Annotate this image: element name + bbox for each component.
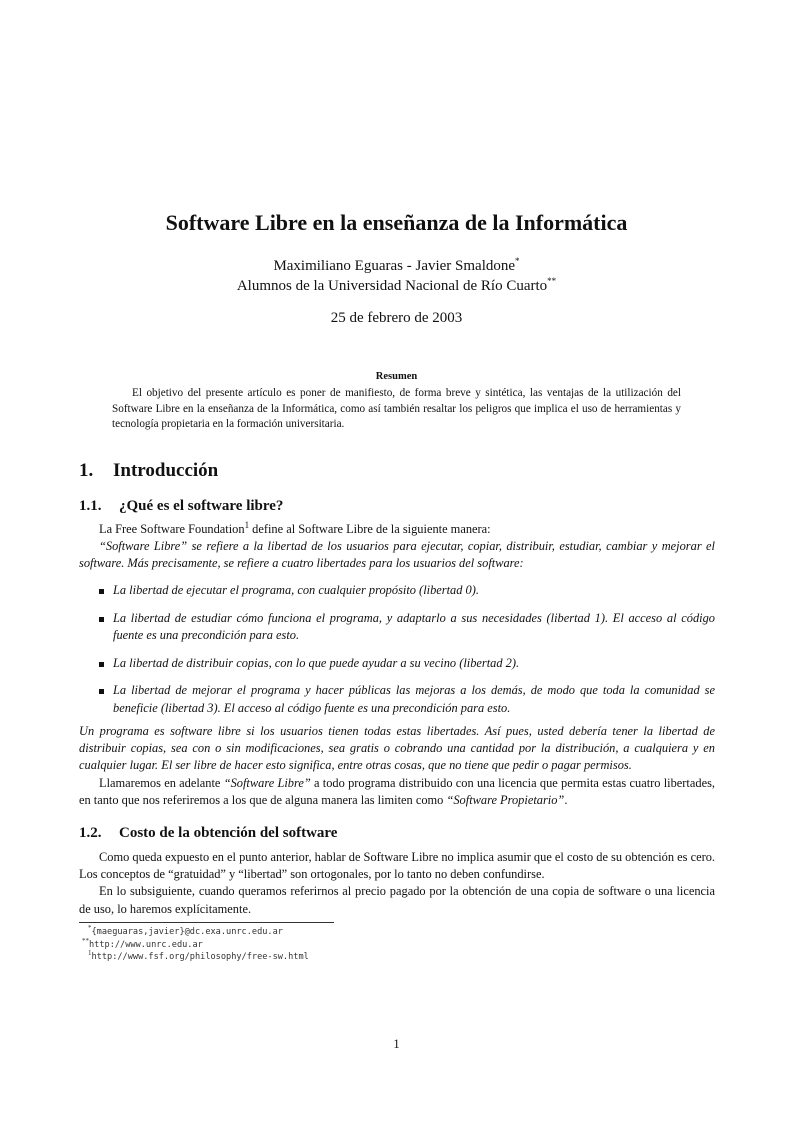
list-item-text: La libertad de mejorar el programa y hacer públicas las mejoras a los demás, de modo que toda la comunidad se beneficie (libertad 3). El acceso al código fuente es una precondición para esto.	[113, 683, 715, 715]
fsf-intro-text: La Free Software Foundation	[99, 522, 245, 536]
subsection-title: Costo de la obtención del software	[119, 825, 338, 841]
subsection-title: ¿Qué es el software libre?	[119, 498, 284, 514]
list-item	[79, 582, 715, 599]
bullet-icon	[99, 662, 104, 667]
freedoms-list	[79, 582, 715, 727]
footnote-mark: 1	[88, 949, 92, 958]
list-item-text: La libertad de distribuir copias, con lo que puede ayudar a su vecino (libertad 2).	[113, 655, 520, 670]
free-software-summary-paragraph: Un programa es software libre si los usuarios tienen todas estas libertades. Así pues, usted debería tener la libertad de distribuir copias, sea con o sin modificaciones, sea gratis o cobrando una cantidad por la distribución, a cualquiera y en cualquier lugar. El ser libre de hacer esto significa, entre otras cosas, que no tiene que pedir o pagar permisos.	[79, 724, 715, 773]
cost-paragraph-2: En lo subsiguiente, cuando queramos referirnos al precio pagado por la obtención de una copia de software o una licencia de uso, lo haremos explícitamente.	[79, 884, 715, 916]
term-software-libre: “Software Libre”	[223, 775, 311, 790]
subsection-number: 1.2.	[79, 825, 102, 841]
fsf-intro-paragraph	[79, 521, 715, 538]
abstract-heading: Resumen	[375, 371, 418, 382]
naming-text: Llamaremos en adelante	[99, 775, 224, 790]
naming-paragraph	[79, 775, 715, 809]
paper-title: Software Libre en la enseñanza de la Informática	[165, 210, 628, 235]
list-item	[79, 682, 715, 716]
subsection-number: 1.1.	[79, 498, 102, 514]
naming-text: a todo programa distribuido con una licencia que permita estas cuatro libertades, en tanto que nos referiremos a los que de alguna manera las limiten como	[79, 775, 715, 807]
fsf-footnote-mark: 1	[244, 519, 250, 530]
footnotes	[82, 924, 309, 964]
footnote-item	[88, 951, 309, 964]
after-list-block	[79, 723, 715, 809]
bullet-icon	[99, 589, 104, 594]
fsf-intro-block	[79, 521, 715, 573]
subsection-heading-que-es	[79, 496, 283, 516]
footnote-item	[82, 936, 309, 952]
author-footnote-mark: *	[515, 256, 520, 266]
affiliation-line	[0, 276, 793, 296]
author-names: Maximiliano Eguaras - Javier Smaldone	[273, 258, 516, 274]
footnote-link[interactable]: http://www.fsf.org/philosophy/free-sw.html	[91, 952, 309, 962]
section-number: 1.	[79, 460, 94, 481]
list-item-text: La libertad de estudiar cómo funciona el programa, y adaptarlo a sus necesidades (libertad 1). El acceso al código fuente es una precondición para esto.	[113, 610, 715, 642]
bullet-icon	[99, 689, 104, 694]
footnote-link[interactable]: http://www.unrc.edu.ar	[89, 939, 203, 950]
author-line	[0, 256, 793, 276]
cost-paragraph-1: Como queda expuesto en el punto anterior, hablar de Software Libre no implica asumir que el costo de su obtención es cero. Los conceptos de “gratuidad” y “libertad” son ortogonales, por lo tanto no deben confundirse.	[79, 850, 715, 882]
footnote-mark: **	[82, 936, 89, 945]
paper-date: 25 de febrero de 2003	[330, 310, 463, 326]
affiliation-footnote-mark: **	[547, 276, 557, 286]
footnote-rule	[79, 922, 334, 923]
list-item	[79, 655, 715, 672]
affiliation-text: Alumnos de la Universidad Nacional de Río Cuarto	[236, 278, 548, 294]
definition-paragraph: “Software Libre” se refiere a la libertad de los usuarios para ejecutar, copiar, distribuir, estudiar, cambiar y mejorar el software. Más precisamente, se refiere a cuatro libertades para los usuarios del software:	[79, 539, 715, 571]
cost-section-block	[79, 849, 715, 918]
fsf-intro-text-rest: define al Software Libre de la siguiente manera:	[249, 522, 491, 536]
list-item	[79, 610, 715, 644]
section-title: Introducción	[113, 460, 219, 481]
footnote-email: {maeguaras,javier}@dc.exa.unrc.edu.ar	[91, 927, 283, 937]
list-item-text: La libertad de ejecutar el programa, con cualquier propósito (libertad 0).	[113, 583, 479, 597]
subsection-heading-costo	[79, 823, 337, 843]
abstract-text: El objetivo del presente artículo es poner de manifiesto, de forma breve y sintética, las ventajas de la utilización del Software Libre en la enseñanza de la Informática, como así también resaltar los peligros que implica el uso de herramientas y tecnología propietaria en la formación universitaria.	[112, 387, 681, 430]
bullet-icon	[99, 617, 104, 622]
term-software-propietario: “Software Propietario”	[446, 792, 565, 807]
page-number: 1	[393, 1037, 400, 1051]
section-heading-introduccion	[79, 459, 218, 483]
footnote-item	[88, 926, 309, 939]
naming-text: .	[564, 792, 568, 807]
footnote-mark: *	[88, 924, 92, 933]
